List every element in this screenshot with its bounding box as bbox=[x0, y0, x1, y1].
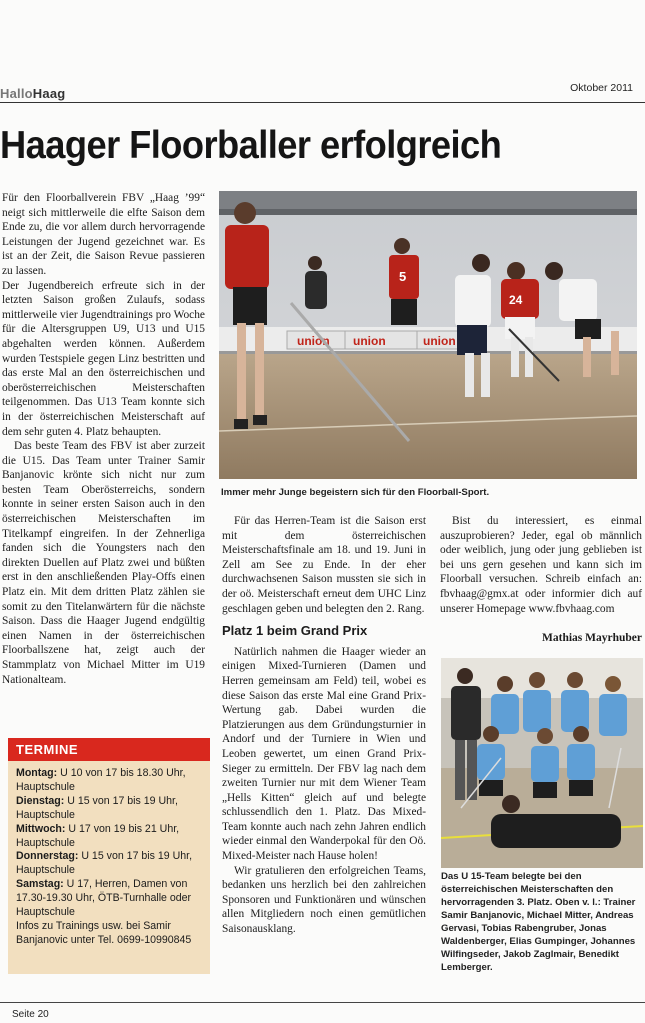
termine-item: Dienstag: U 15 von 17 bis 19 Uhr, Hauptschule bbox=[16, 794, 178, 821]
svg-text:union: union bbox=[353, 334, 386, 348]
paragraph: Das beste Team des FBV ist aber zurzeit die U15. Das Team unter Trainer Samir Banjanovic krönte sich nicht nur zum besten Team Oberösterreichs, sondern konnte in seiner ersten Saison auch in den österreichischen Meisterschaften im Titelkampf eingreifen. In der Zehnerliga fanden sich die Youngsters nach den direkten Duellen auf Platz zwei und büßten erst in den anschließenden Play-Offs einen Platz ein. Mit dem dritten Platz zählen sie somit zu den Titelanwärtern für die nächste Saison. Dass die Haager Jugend endgültig einen Namen in der österreichischen Floorballszene hat, zeigt auch der Stammplatz von Michael Mitter im U19 Nationalteam. bbox=[2, 440, 205, 686]
match-photo-caption: Immer mehr Junge begeistern sich für den Floorball-Sport. bbox=[221, 487, 490, 498]
column-3 bbox=[440, 514, 642, 616]
termine-item: Montag: U 10 von 17 bis 18.30 Uhr, Hauptschule bbox=[16, 767, 186, 793]
column-1 bbox=[2, 191, 205, 687]
match-photo-image bbox=[219, 191, 637, 479]
termine-box bbox=[8, 738, 210, 974]
header-rule bbox=[0, 102, 645, 103]
footer-rule bbox=[0, 1002, 645, 1003]
logo-prefix: Hallo bbox=[0, 86, 33, 101]
column-2 bbox=[222, 514, 426, 937]
svg-text:5: 5 bbox=[399, 269, 407, 284]
termine-title: TERMINE bbox=[8, 738, 210, 761]
page-number: Seite 20 bbox=[12, 1009, 49, 1020]
termine-item: Samstag: U 17, Herren, Damen von 17.30-19.30 Uhr, ÖTB-Turnhalle oder Hauptschule bbox=[16, 878, 192, 919]
team-photo-caption: Das U 15-Team belegte bei den österreichischen Meisterschaften den hervorragenden 3. Platz. Oben v. l.: Trainer Samir Banjanovic, Michael Mitter, Andreas Gervasi, Tobias Rabengruber, Jonas Waldenberger, Elias Gumpinger, Johannes Wilfingseder, Jakob Zaglmair, Benedikt Lemberger. bbox=[441, 871, 636, 973]
termine-item: Donnerstag: U 15 von 17 bis 19 Uhr, Hauptschule bbox=[16, 850, 193, 877]
headline: Haager Floorballer erfolgreich bbox=[0, 124, 502, 167]
author: Mathias Mayrhuber bbox=[542, 632, 642, 644]
svg-text:union: union bbox=[297, 334, 330, 348]
team-photo bbox=[441, 658, 643, 868]
match-photo bbox=[219, 191, 637, 479]
paragraph: Wir gratulieren den erfolgreichen Teams, bedanken uns herzlich bei den zahlreichen Sponsoren und Funktionären und wünschen allen Mitgliedern noch einen gemütlichen Saisonausklang. bbox=[222, 864, 426, 936]
paragraph: Bist du interessiert, es einmal auszuprobieren? Jeder, egal ob männlich oder weiblich, jung oder jung geblieben ist bei uns gern gesehen und kann sich im Floorball versuchen. Schreib einfach an: fbvhaag@gmx.at oder informier dich auf unserer Homepage www.fbvhaag.com bbox=[440, 515, 642, 615]
paragraph: Für das Herren-Team ist die Saison erst mit dem österreichischen Meisterschaftsfinale am 18. und 19. Juni in Zell am See zu Ende. In der eher durchwachsenen Saison mussten sie sich in der oö. Meisterschaft erneut dem UHC Linz geschlagen geben und belegten den 2. Rang. bbox=[222, 515, 426, 615]
paragraph: Für den Floorballverein FBV „Haag ’99“ neigt sich mittlerweile die elfte Saison dem Ende zu, die vor allem durch hervorragende Leistungen der Jugend gezeichnet war. Es ist an der Zeit, die Saison Revue passieren zu lassen. bbox=[2, 192, 205, 277]
issue-date: Oktober 2011 bbox=[570, 82, 633, 94]
svg-text:24: 24 bbox=[509, 293, 523, 307]
team-photo-image bbox=[441, 658, 643, 868]
paragraph: Natürlich nahmen die Haager wieder an einigen Mixed-Turnieren (Damen und Herren gemeinsam am Feld) teil, wobei es diese Saison das erste Mal eine Grand Prix-Wertung gab. Dabei wurden die Platzierungen aus dem Gründungsturnier in Andorf und der Turniere in Wien und Leoben gewertet, um einen Grand Prix-Sieger zu ermitteln. Der FBV lag nach dem zweiten Turnier nur mit dem Wiener Team „Hells Kitten“ gleich auf und belegte schlussendlich den 1. Platz. Das Mixed-Team konnte auch nach zehn Jahren endlich wieder einmal den Wanderpokal für den Oö. Mixed-Meister nach Hause holen! bbox=[222, 645, 426, 863]
termine-list bbox=[8, 761, 210, 954]
masthead-logo bbox=[0, 86, 65, 101]
subhead: Platz 1 beim Grand Prix bbox=[222, 623, 368, 639]
termine-item: Infos zu Trainings usw. bei Samir Banjanovic unter Tel. 0699-10990845 bbox=[16, 919, 192, 946]
logo-suffix: Haag bbox=[32, 86, 66, 101]
termine-item: Mittwoch: U 17 von 19 bis 21 Uhr, Hauptschule bbox=[16, 822, 180, 849]
paragraph: Der Jugendbereich erfreute sich in der letzten Saison großen Zulaufs, sodass mittlerweile vier Jugendtrainings pro Woche für die Altersgruppen U9, U13 und U15 abgehalten werden können. Außerdem wurden Testspiele gegen Linz bestritten und das erste Mal an den österreichischen und oberösterreichischen Meisterschaften teilgenommen. Das U13 Team konnte sich in der österreichischen Meisterschaft auf dem sehr guten 4. Platz behaupten. bbox=[2, 279, 205, 438]
svg-text:union: union bbox=[423, 334, 456, 348]
